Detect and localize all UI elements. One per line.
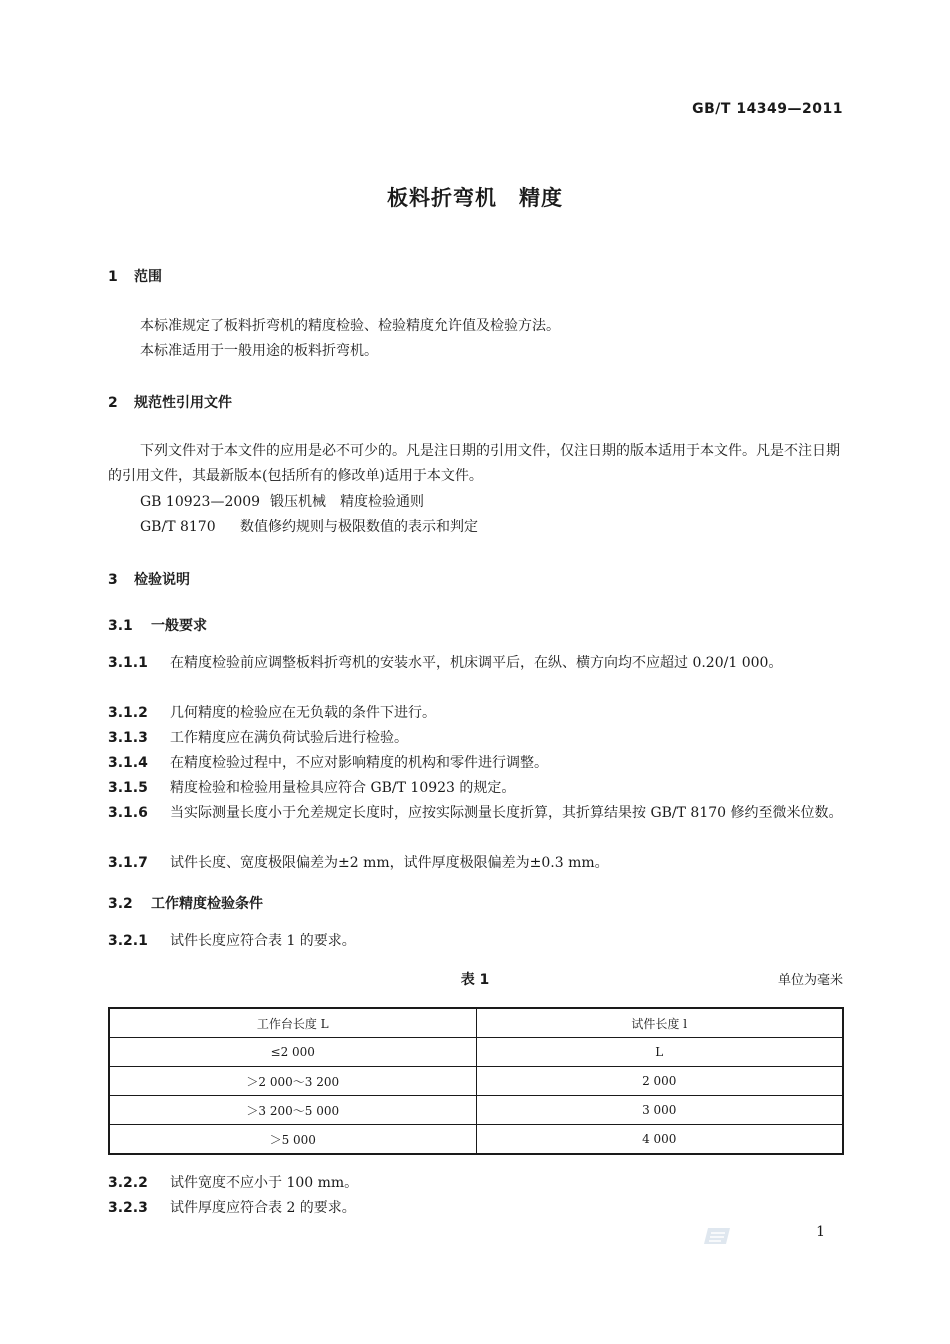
subsection-title: 一般要求 xyxy=(151,618,207,634)
subsection-3-2-heading xyxy=(108,893,263,913)
normative-reference xyxy=(140,516,478,536)
section-number: 3 xyxy=(108,572,118,588)
clause-item xyxy=(108,929,844,954)
paragraph: 本标准适用于一般用途的板料折弯机。 xyxy=(140,343,378,359)
normative-reference xyxy=(140,491,424,511)
table-row xyxy=(109,1038,843,1067)
clause-item xyxy=(108,851,844,876)
document-title: 板料折弯机 精度 xyxy=(387,186,563,210)
watermark-logo-icon xyxy=(704,1226,732,1246)
clause-number: 3.2.2 xyxy=(108,1175,148,1191)
clause-number: 3.1.7 xyxy=(108,855,148,871)
subsection-number: 3.2 xyxy=(108,896,133,912)
section-2-heading xyxy=(108,392,232,412)
section-title: 规范性引用文件 xyxy=(134,395,232,411)
clause-item xyxy=(108,776,844,801)
clause-number: 3.2.1 xyxy=(108,933,148,949)
clause-item xyxy=(108,801,844,826)
table-1 xyxy=(108,1007,844,1155)
section-1-heading xyxy=(108,266,162,286)
reference-code: GB 10923—2009 xyxy=(140,494,261,510)
clause-item xyxy=(108,651,844,676)
table-header-row xyxy=(109,1008,843,1038)
reference-title: 数值修约规则与极限数值的表示和判定 xyxy=(240,519,478,535)
clause-number: 3.2.3 xyxy=(108,1200,148,1216)
table-cell: ＞2 000～3 200 xyxy=(109,1067,476,1096)
clause-item xyxy=(108,751,844,776)
section-number: 1 xyxy=(108,269,118,285)
clause-text: 几何精度的检验应在无负载的条件下进行。 xyxy=(170,705,436,721)
clause-text: 试件长度、宽度极限偏差为±2 mm，试件厚度极限偏差为±0.3 mm。 xyxy=(170,855,609,871)
table-caption: 表 1 xyxy=(460,972,490,988)
section-title: 检验说明 xyxy=(134,572,190,588)
paragraph: 下列文件对于本文件的应用是必不可少的。凡是注日期的引用文件，仅注日期的版本适用于本文件。凡是不注日期的引用文件，其最新版本(包括所有的修改单)适用于本文件。 xyxy=(108,443,840,484)
table-row xyxy=(109,1067,843,1096)
standard-number: GB/T 14349—2011 xyxy=(692,101,843,117)
clause-text: 试件厚度应符合表 2 的要求。 xyxy=(170,1200,356,1216)
clause-text: 试件宽度不应小于 100 mm。 xyxy=(170,1175,359,1191)
clause-text: 在精度检验过程中，不应对影响精度的机构和零件进行调整。 xyxy=(170,755,548,771)
clause-text: 在精度检验前应调整板料折弯机的安装水平，机床调平后，在纵、横方向均不应超过 0.20/1 000。 xyxy=(170,655,783,671)
page-number: 1 xyxy=(816,1224,825,1240)
table-header-cell: 工作台长度 L xyxy=(109,1008,476,1038)
table-cell: 3 000 xyxy=(476,1096,843,1125)
clause-number: 3.1.1 xyxy=(108,655,148,671)
clause-text: 精度检验和检验用量检具应符合 GB/T 10923 的规定。 xyxy=(170,780,516,796)
clause-item xyxy=(108,701,844,726)
table-header-cell: 试件长度 l xyxy=(476,1008,843,1038)
table-cell: ≤2 000 xyxy=(109,1038,476,1067)
clause-item xyxy=(108,1196,844,1221)
clause-text: 工作精度应在满负荷试验后进行检验。 xyxy=(170,730,408,746)
paragraph: 本标准规定了板料折弯机的精度检验、检验精度允许值及检验方法。 xyxy=(140,318,560,334)
clause-number: 3.1.4 xyxy=(108,755,148,771)
clause-text: 当实际测量长度小于允差规定长度时，应按实际测量长度折算，其折算结果按 GB/T 8170 修约至微米位数。 xyxy=(170,805,843,821)
section-title: 范围 xyxy=(134,269,162,285)
clause-number: 3.1.6 xyxy=(108,805,148,821)
clause-text: 试件长度应符合表 1 的要求。 xyxy=(170,933,356,949)
table-cell: 2 000 xyxy=(476,1067,843,1096)
table-cell: ＞5 000 xyxy=(109,1125,476,1155)
table-row xyxy=(109,1096,843,1125)
table-row xyxy=(109,1125,843,1155)
clause-number: 3.1.2 xyxy=(108,705,148,721)
subsection-3-1-heading xyxy=(108,615,207,635)
reference-title: 锻压机械 精度检验通则 xyxy=(270,494,424,510)
reference-code: GB/T 8170 xyxy=(140,519,216,535)
table-cell: 4 000 xyxy=(476,1125,843,1155)
table-unit: 单位为毫米 xyxy=(777,973,843,988)
clause-number: 3.1.5 xyxy=(108,780,148,796)
table-cell: L xyxy=(476,1038,843,1067)
section-3-heading xyxy=(108,569,190,589)
clause-item xyxy=(108,1171,844,1196)
clause-number: 3.1.3 xyxy=(108,730,148,746)
subsection-title: 工作精度检验条件 xyxy=(151,896,263,912)
clause-item xyxy=(108,726,844,751)
subsection-number: 3.1 xyxy=(108,618,133,634)
section-number: 2 xyxy=(108,395,118,411)
table-cell: ＞3 200～5 000 xyxy=(109,1096,476,1125)
